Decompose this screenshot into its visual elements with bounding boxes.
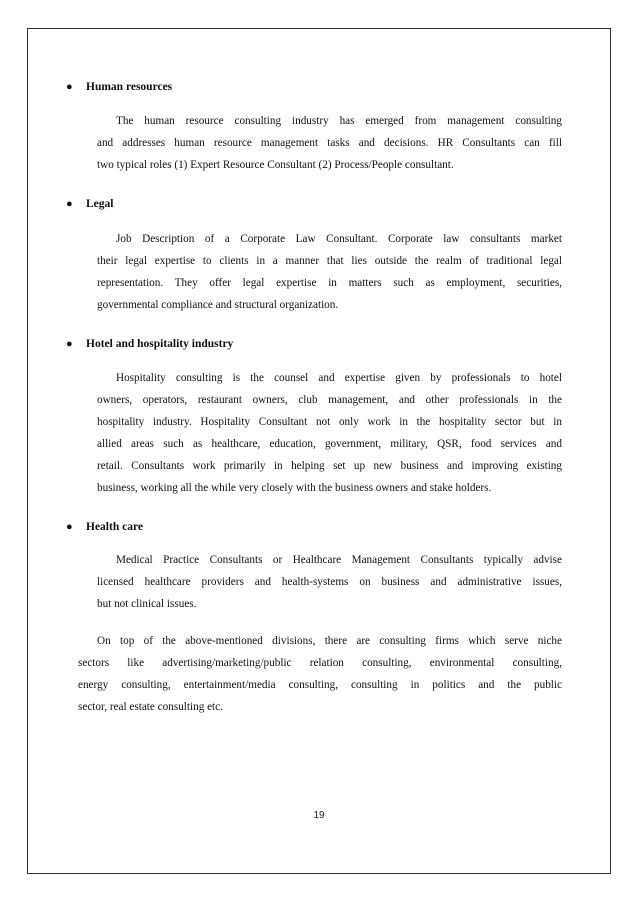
bullet-icon: ●: [66, 521, 73, 533]
paragraph-line: retail. Consultants work primarily in helping set up new business and improving existing: [97, 460, 562, 472]
paragraph-line: sectors like advertising/marketing/public relation consulting, environmental consulting,: [78, 657, 562, 669]
heading-text: Hotel and hospitality industry: [86, 338, 234, 350]
section-heading-hospitality: [66, 337, 233, 351]
paragraph-line: Medical Practice Consultants or Healthcare Management Consultants typically advise: [116, 554, 562, 566]
paragraph-line: two typical roles (1) Expert Resource Consultant (2) Process/People consultant.: [97, 159, 454, 171]
paragraph-line: and addresses human resource management tasks and decisions. HR Consultants can fill: [97, 137, 562, 149]
paragraph-line: sector, real estate consulting etc.: [78, 701, 223, 713]
paragraph-line: The human resource consulting industry has emerged from management consulting: [116, 115, 562, 127]
bullet-icon: ●: [66, 198, 73, 210]
heading-text: Legal: [86, 198, 114, 210]
paragraph-health-care: [97, 549, 562, 615]
section-heading-health-care: [66, 520, 143, 534]
paragraph-line: Job Description of a Corporate Law Consultant. Corporate law consultants market: [116, 233, 562, 245]
heading-text: Health care: [86, 521, 143, 533]
paragraph-line: representation. They offer legal expertise in matters such as employment, securities,: [97, 277, 562, 289]
bullet-icon: ●: [66, 338, 73, 350]
paragraph-closing: [78, 630, 562, 718]
paragraph-line: business, working all the while very closely with the business owners and stake holders.: [97, 482, 492, 494]
paragraph-line: but not clinical issues.: [97, 598, 197, 610]
heading-text: Human resources: [86, 81, 173, 93]
paragraph-line: their legal expertise to clients in a manner that lies outside the realm of traditional legal: [97, 255, 562, 267]
paragraph-hospitality: [97, 367, 562, 499]
page-number: 19: [313, 810, 325, 821]
bullet-icon: ●: [66, 81, 73, 93]
paragraph-line: energy consulting, entertainment/media consulting, consulting in politics and the public: [78, 679, 562, 691]
paragraph-line: allied areas such as healthcare, education, government, military, QSR, food services and: [97, 438, 562, 450]
paragraph-human-resources: [97, 110, 562, 176]
paragraph-legal: [97, 228, 562, 316]
paragraph-line: hospitality industry. Hospitality Consultant not only work in the hospitality sector but in: [97, 416, 562, 428]
paragraph-line: owners, operators, restaurant owners, club management, and other professionals in the: [97, 394, 562, 406]
section-heading-human-resources: [66, 80, 172, 94]
paragraph-line: Hospitality consulting is the counsel and expertise given by professionals to hotel: [116, 372, 562, 384]
section-heading-legal: [66, 197, 113, 211]
paragraph-line: governmental compliance and structural organization.: [97, 299, 339, 311]
paragraph-line: On top of the above-mentioned divisions, there are consulting firms which serve niche: [97, 635, 562, 647]
paragraph-line: licensed healthcare providers and health-systems on business and administrative issues,: [97, 576, 562, 588]
